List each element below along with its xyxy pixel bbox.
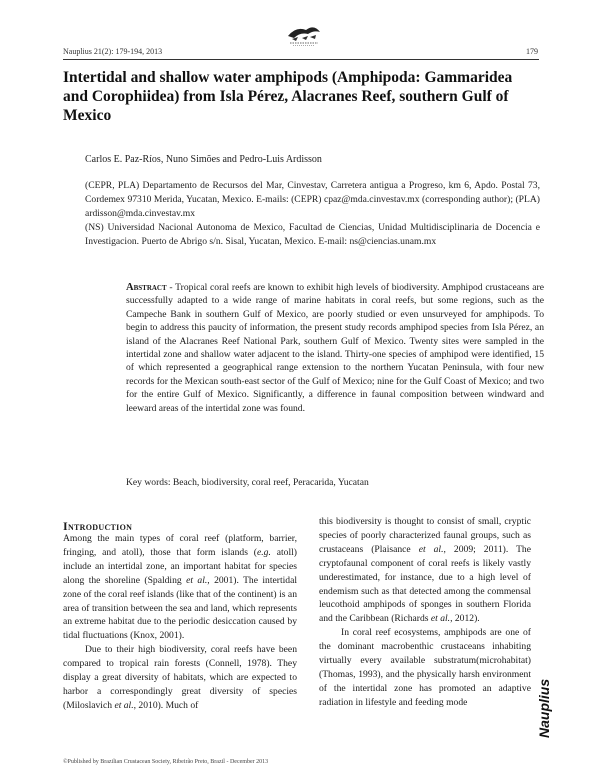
paragraph: Due to their high biodiversity, coral reefs have been compared to tropical rain forests (Connell, 1978). They display a great diversity of habitats, which are expected to harbor a correspondingly great diversity of species (Miloslavich et al., 2010). Much of [63,644,297,711]
keywords: Key words: Beach, biodiversity, coral reef, Peracarida, Yucatan [126,477,369,488]
section-heading-introduction: Introduction [63,519,133,533]
footer-copyright: ©Published by Brazilian Crustacean Society, Ribeirão Preto, Brazil - December 2013 [63,759,269,765]
article-title: Intertidal and shallow water amphipods (Amphipoda: Gammaridea and Corophiidea) from Isla Pérez, Alacranes Reef, southern Gulf of Mexico [63,69,513,124]
paragraph: In coral reef ecosystems, amphipods are one of the dominant macrobenthic crustaceans inhabiting virtually every available substratum(microhabitat) (Thomas, 1993), and the physically harsh environment of the intertidal zone has promoted an adaptive radiation in lifestyle and feeding mode [319,627,531,708]
journal-logo-icon [284,18,324,48]
abstract-text: - Tropical coral reefs are known to exhibit high levels of biodiversity. Amphipod crustaceans are successfully adapted to a wide range of marine habitats in coral reefs, but some regions, such as the Campeche Bank in southern Gulf of Mexico, are poorly studied or even unsurveyed for amphipods. To begin to address this paucity of information, the present study records amphipod species from Isla Pérez, an island of the Alacranes Reef National Park, southern Gulf of Mexico. Twenty sites were sampled in the intertidal zone and shallow water adjacent to the island. Thirty-one species of amphipod were identified, 15 of which represented a geographical range extension to the northern Yucatan Peninsula, with four new records for the Mexican south-east sector of the Gulf of Mexico; nine for the Gulf Coast of Mexico; and two for the entire Gulf of Mexico. Significantly, a difference in faunal composition between windward and leeward areas of the intertidal zone was found. [126,282,544,414]
journal-citation: Nauplius 21(2): 179-194, 2013 [63,47,163,56]
paragraph: this biodiversity is thought to consist of small, cryptic species of poorly characterized faunal groups, such as crustaceans (Plaisance et al., 2009; 2011). The cryptofaunal component of coral reefs is likely vastly underestimated, for instance, due to a high level of endemism such as that detected among the commensal leucothoid amphipods of sponges in southern Florida and the Caribbean (Richards et al., 2012). [319,516,531,625]
affiliation-ns: (NS) Universidad Nacional Autonoma de Mexico, Facultad de Ciencias, Unidad Multidisciplinaria de Docencia e Investigacion. Puerto de Abrigo s/n. Sisal, Yucatan, Mexico. E-mail: ns@ciencias.unam.mx [85,222,540,247]
abstract-label: Abstract [126,282,167,293]
journal-sidebar-mark: Nauplius [536,678,552,738]
header-rule [63,59,539,60]
body-column-left [63,532,297,713]
paragraph: Among the main types of coral reef (platform, barrier, fringing, and atoll), those that form islands (e.g. atoll) include an intertidal zone, an important habitat for species along the shoreline (Spalding et al., 2001). The intertidal zone of the coral reef islands (like that of the continent) is an area of transition between the sea and land, which represents an extreme habitat due to the periodic desiccation caused by tidal fluctuations (Knox, 2001). [63,533,298,642]
affiliation-cepr-pla: (CEPR, PLA) Departamento de Recursos del Mar, Cinvestav, Carretera antigua a Progreso, km 6, Apdo. Postal 73, Cordemex 97310 Merida, Yucatan, Mexico. E-mails: (CEPR) cpaz@mda.cinvestav.mx (corresponding author); (PLA) ardisson@mda.cinvestav.mx [85,180,540,219]
author-list: Carlos E. Paz-Ríos, Nuno Simões and Pedro-Luis Ardisson [85,154,322,165]
abstract-block [126,281,544,415]
body-column-right [319,515,531,710]
page-number: 179 [526,47,538,56]
